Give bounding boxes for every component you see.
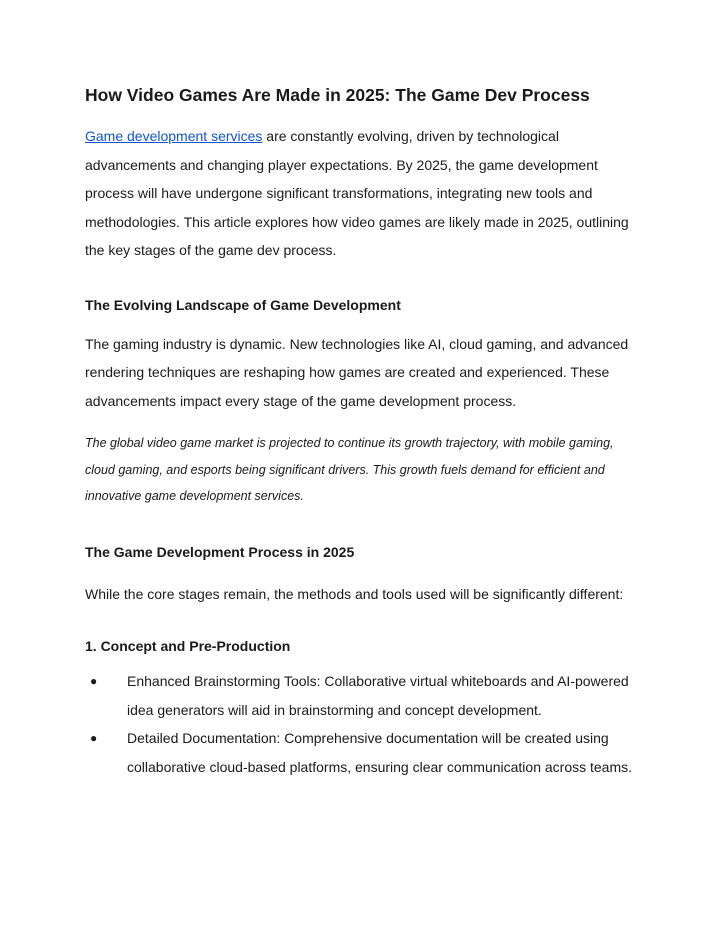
process-intro-paragraph: While the core stages remain, the methods and tools used will be significantly different: (85, 585, 624, 602)
bullet-icon: ● (90, 731, 98, 745)
evolving-landscape-paragraph: The gaming industry is dynamic. New technologies like AI, cloud gaming, and advanced rendering techniques are reshaping how games are created and experienced. These advancements impact every stage of the game development process. (85, 335, 629, 409)
list-item-text: Detailed Documentation: Comprehensive documentation will be created using collaborative cloud-based platforms, ensuring clear communication across teams. (127, 730, 633, 775)
section-heading-process-2025: The Game Development Process in 2025 (85, 543, 355, 560)
subsection-heading-concept: 1. Concept and Pre-Production (85, 638, 291, 654)
concept-bullet-list (85, 667, 645, 781)
intro-paragraph (85, 122, 645, 265)
list-item (85, 667, 645, 724)
section-heading-evolving-landscape: The Evolving Landscape of Game Development (85, 296, 401, 313)
bullet-icon: ● (90, 674, 98, 688)
game-development-services-link[interactable]: Game development services (85, 128, 263, 144)
article-body (85, 83, 645, 781)
intro-text: are constantly evolving, driven by technological advancements and changing player expectations. By 2025, the game development process will have undergone significant transformations, integrating new tools and methodologies. This article explores how video games are likely made in 2025, outlining the key stages of the game dev process. (85, 128, 629, 258)
list-item-text: Enhanced Brainstorming Tools: Collaborative virtual whiteboards and AI-powered idea generators will aid in brainstorming and concept development. (127, 673, 629, 718)
article-title: How Video Games Are Made in 2025: The Game Dev Process (85, 85, 590, 105)
list-item (85, 724, 645, 781)
market-growth-quote: The global video game market is projected to continue its growth trajectory, with mobile gaming, cloud gaming, and esports being significant drivers. This growth fuels demand for efficient and innovative game development services. (85, 436, 614, 503)
